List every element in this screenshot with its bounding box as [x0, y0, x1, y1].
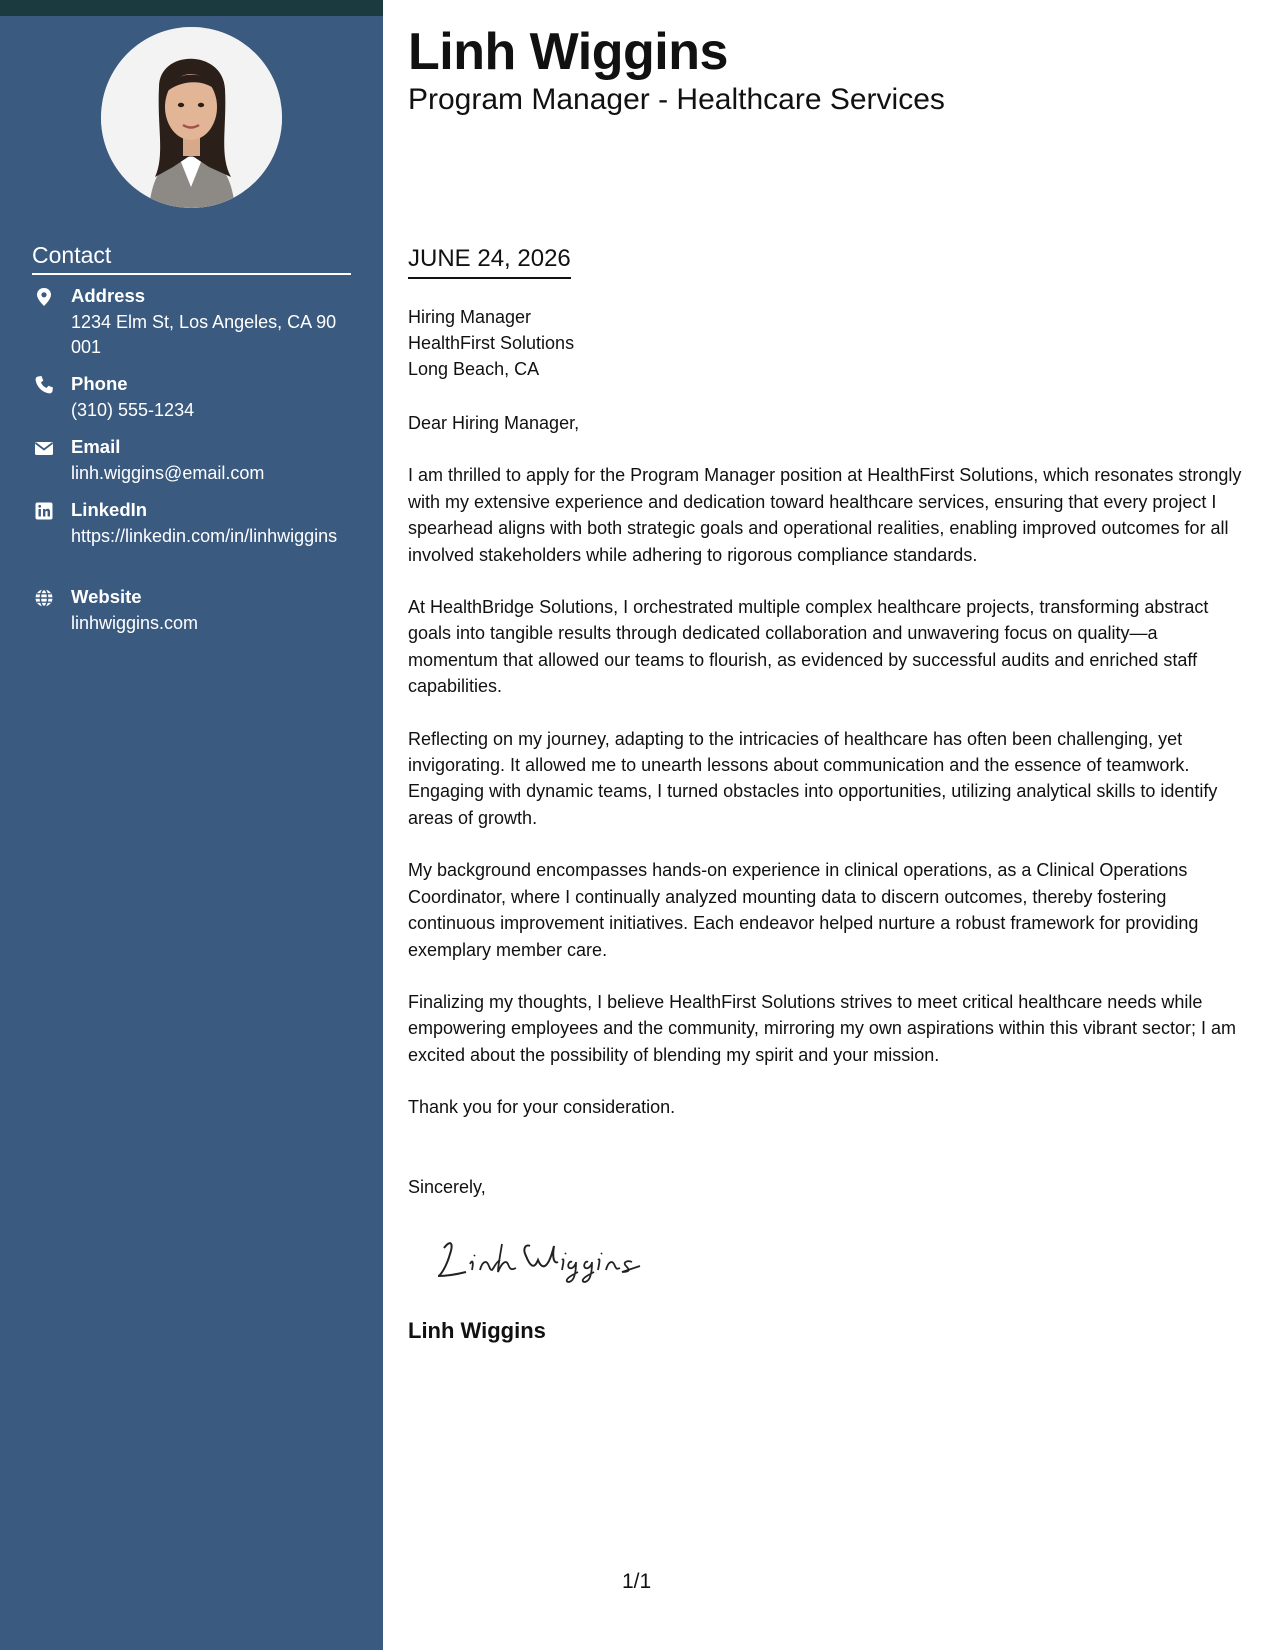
contact-label: Website: [71, 586, 142, 607]
contact-label: Phone: [71, 373, 128, 394]
globe-icon: [34, 588, 54, 608]
contact-label: Address: [71, 285, 146, 306]
contact-value[interactable]: https://linkedin.com/in/linhwiggins: [71, 526, 338, 546]
recipient-line: Hiring Manager: [408, 307, 532, 327]
contact-heading: Contact: [32, 242, 351, 275]
body-paragraph: Reflecting on my journey, adapting to the intricacies of healthcare has often been challenging, yet invigorating. It allowed me to unearth lessons about communication and the essence of teamwork. Engaging with dynamic teams, I turned obstacles into opportunities, utilizing analytical skills to identify areas of growth.: [408, 728, 1218, 828]
avatar: [101, 27, 282, 208]
body-paragraph: At HealthBridge Solutions, I orchestrated multiple complex healthcare projects, transforming abstract goals into tangible results through dedicated collaboration and unwavering focus on quality—a momentum that allowed our teams to flourish, as evidenced by successful audits and enriched staff capabilities.: [408, 597, 1209, 697]
contact-value[interactable]: linhwiggins.com: [71, 613, 199, 633]
applicant-name: Linh Wiggins: [408, 23, 728, 81]
contact-label: LinkedIn: [71, 499, 148, 520]
thank-you-line: Thank you for your consideration.: [408, 1097, 676, 1118]
avatar-portrait: [101, 27, 282, 208]
contact-value[interactable]: (310) 555-1234: [71, 400, 195, 420]
signed-name: Linh Wiggins: [408, 1318, 546, 1343]
page-number: 1/1: [622, 1570, 652, 1593]
letter-date: JUNE 24, 2026: [408, 245, 571, 279]
linkedin-icon: [34, 501, 54, 521]
recipient-line: Long Beach, CA: [408, 359, 540, 379]
body-paragraph: Finalizing my thoughts, I believe HealthFirst Solutions strives to meet critical healthcare needs while empowering employees and the community, mirroring my own aspirations within this vibrant sector; I am excited about the possibility of blending my spirit and your mission.: [408, 991, 1236, 1065]
signature-drawing: [430, 1230, 650, 1290]
body-paragraph: I am thrilled to apply for the Program Manager position at HealthFirst Solutions, which resonates strongly with my extensive experience and dedication toward healthcare services, ensuring that every project I spearhead aligns with both strategic goals and operational realities, enabling improved outcomes for all involved stakeholders while adhering to rigorous compliance standards.: [408, 465, 1242, 565]
contact-value[interactable]: linh.wiggins@email.com: [71, 463, 265, 483]
contact-label: Email: [71, 436, 121, 457]
location-pin-icon: [34, 287, 54, 307]
job-title: Program Manager - Healthcare Services: [408, 83, 945, 116]
recipient-line: HealthFirst Solutions: [408, 333, 575, 353]
body-paragraph: My background encompasses hands-on experience in clinical operations, as a Clinical Operations Coordinator, where I continually analyzed mounting data to discern outcomes, thereby fostering continuous improvement initiatives. Each endeavor helped nurture a robust framework for providing exemplary member care.: [408, 860, 1199, 960]
salutation: Dear Hiring Manager,: [408, 413, 580, 433]
handwritten-signature: [430, 1230, 650, 1290]
envelope-icon: [34, 438, 54, 458]
recipient-block: [408, 304, 574, 382]
letter-body: [408, 410, 1252, 1147]
phone-icon: [34, 375, 54, 395]
contact-value: 1234 Elm St, Los Angeles, CA 90001: [71, 312, 337, 357]
sidebar-top-bar: [0, 0, 383, 16]
closing: Sincerely,: [408, 1177, 486, 1197]
